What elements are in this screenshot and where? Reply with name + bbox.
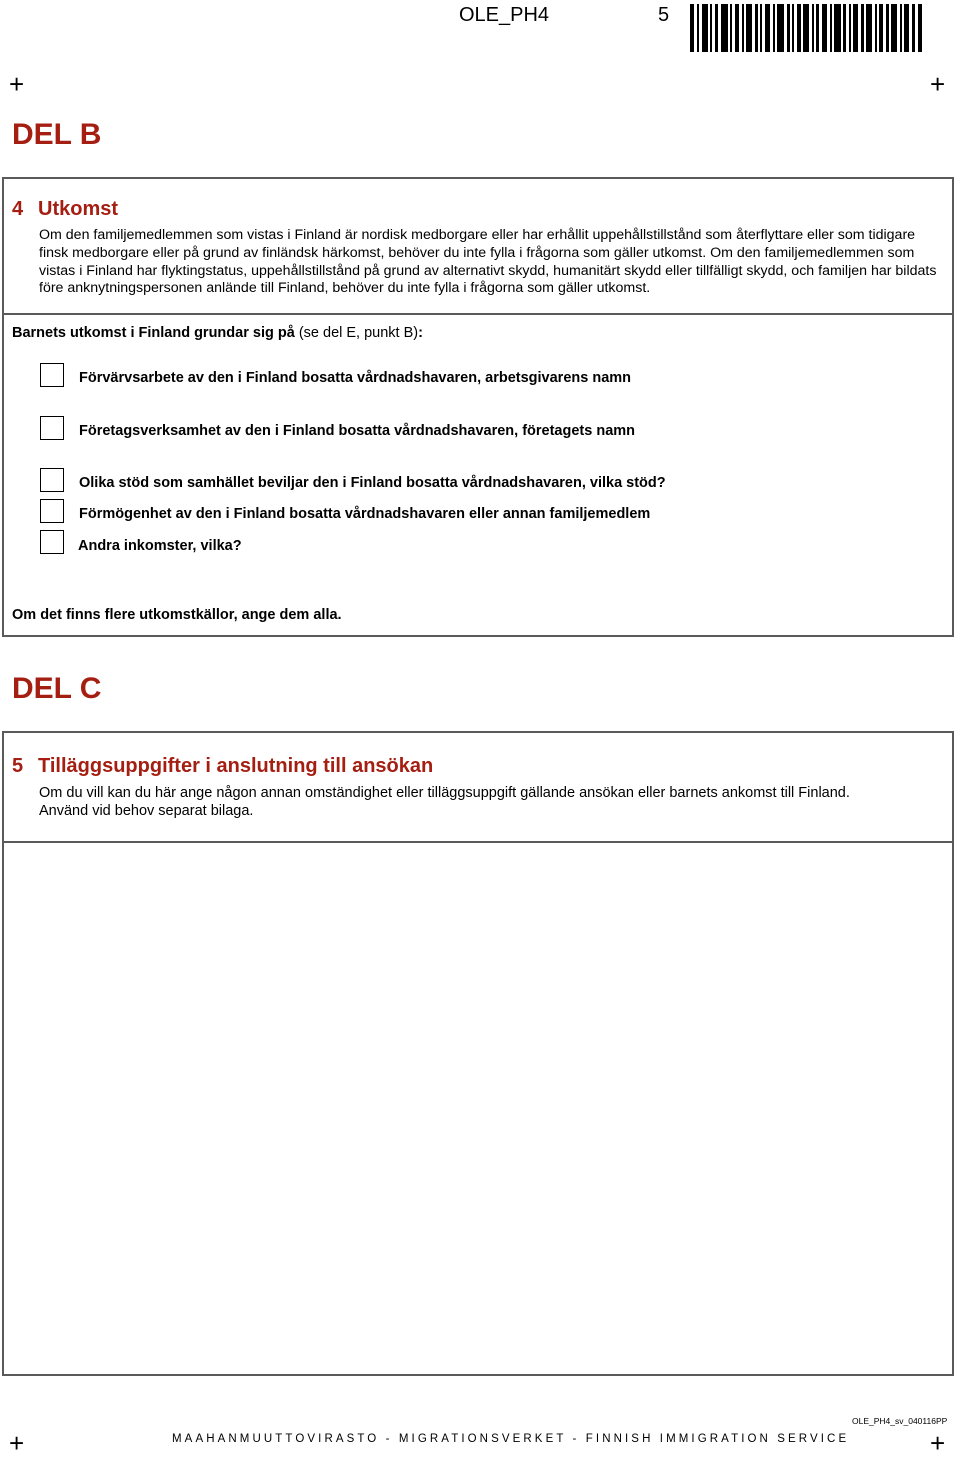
option-label-employment: Förvärvsarbete av den i Finland bosatta vårdnadshavaren, arbetsgivarens namn xyxy=(79,370,632,386)
section-5-number: 5 xyxy=(12,755,24,777)
crop-mark-icon: + xyxy=(930,1428,946,1458)
agency-footer: MAAHANMUUTTOVIRASTO - MIGRATIONSVERKET - FINNISH IMMIGRATION SERVICE xyxy=(172,1433,850,1445)
section-4-title: Utkomst xyxy=(38,198,119,220)
part-b-title: DEL B xyxy=(12,118,102,151)
option-label-business: Företagsverksamhet av den i Finland bosatta vårdnadshavaren, företagets namn xyxy=(79,423,636,439)
option-checkbox-assets[interactable] xyxy=(40,499,64,523)
crop-mark-icon: + xyxy=(9,1428,25,1458)
additional-info-text-area[interactable] xyxy=(2,841,954,1376)
question-reference: (se del E, punkt B) xyxy=(298,325,419,341)
section-5-intro-line-2: Använd vid behov separat bilaga. xyxy=(39,802,254,819)
section-5-heading xyxy=(12,755,433,778)
option-checkbox-employment[interactable] xyxy=(40,363,64,387)
section-5-intro xyxy=(39,785,939,821)
section-5-intro-line-1: Om du vill kan du här ange någon annan omständighet eller tilläggsuppgift gällande ansökan eller barnets ankomst till Finland. xyxy=(39,785,850,801)
barcode-icon xyxy=(690,4,922,52)
option-checkbox-other-income[interactable] xyxy=(40,530,64,554)
option-label-social-support: Olika stöd som samhället beviljar den i Finland bosatta vårdnadshavaren, vilka stöd? xyxy=(79,475,666,491)
option-label-assets: Förmögenhet av den i Finland bosatta vårdnadshavaren eller annan familjemedlem xyxy=(79,506,651,522)
part-c-title: DEL C xyxy=(12,672,102,705)
option-label-other-income: Andra inkomster, vilka? xyxy=(78,538,242,554)
option-checkbox-business[interactable] xyxy=(40,416,64,440)
section-4-intro: Om den familjemedlemmen som vistas i Finland är nordisk medborgare eller har erhållit uppehållstillstånd som återflyttare eller som tidigare finsk medborgare eller på grund av finländsk härkomst, behöver du inte fylla i frågorna som gäller utkomst. Om den familjemedlemmen som vistas i Finland har flyktingstatus, uppehållstillstånd på grund av alternativt skydd, humanitärt skydd eller tillfälligt skydd, och familjen har bildats före anknytningspersonen anlände till Finland, behöver du inte fylla i frågorna som gäller utkomst. xyxy=(39,227,937,297)
section-4-heading xyxy=(12,198,118,221)
document-code: OLE_PH4_sv_040116PP xyxy=(852,1416,948,1426)
crop-mark-icon: + xyxy=(9,69,25,99)
question-text: Barnets utkomst i Finland grundar sig på xyxy=(12,325,295,341)
multiple-sources-note: Om det finns flere utkomstkällor, ange dem alla. xyxy=(12,607,342,623)
section-4-number: 4 xyxy=(12,198,24,220)
option-checkbox-social-support[interactable] xyxy=(40,468,64,492)
income-question-label xyxy=(12,325,423,341)
crop-mark-icon: + xyxy=(930,69,946,99)
question-colon: : xyxy=(418,325,423,341)
form-code: OLE_PH4 xyxy=(459,4,550,26)
page-number: 5 xyxy=(658,4,670,26)
section-5-title: Tilläggsuppgifter i anslutning till ansökan xyxy=(38,755,434,777)
